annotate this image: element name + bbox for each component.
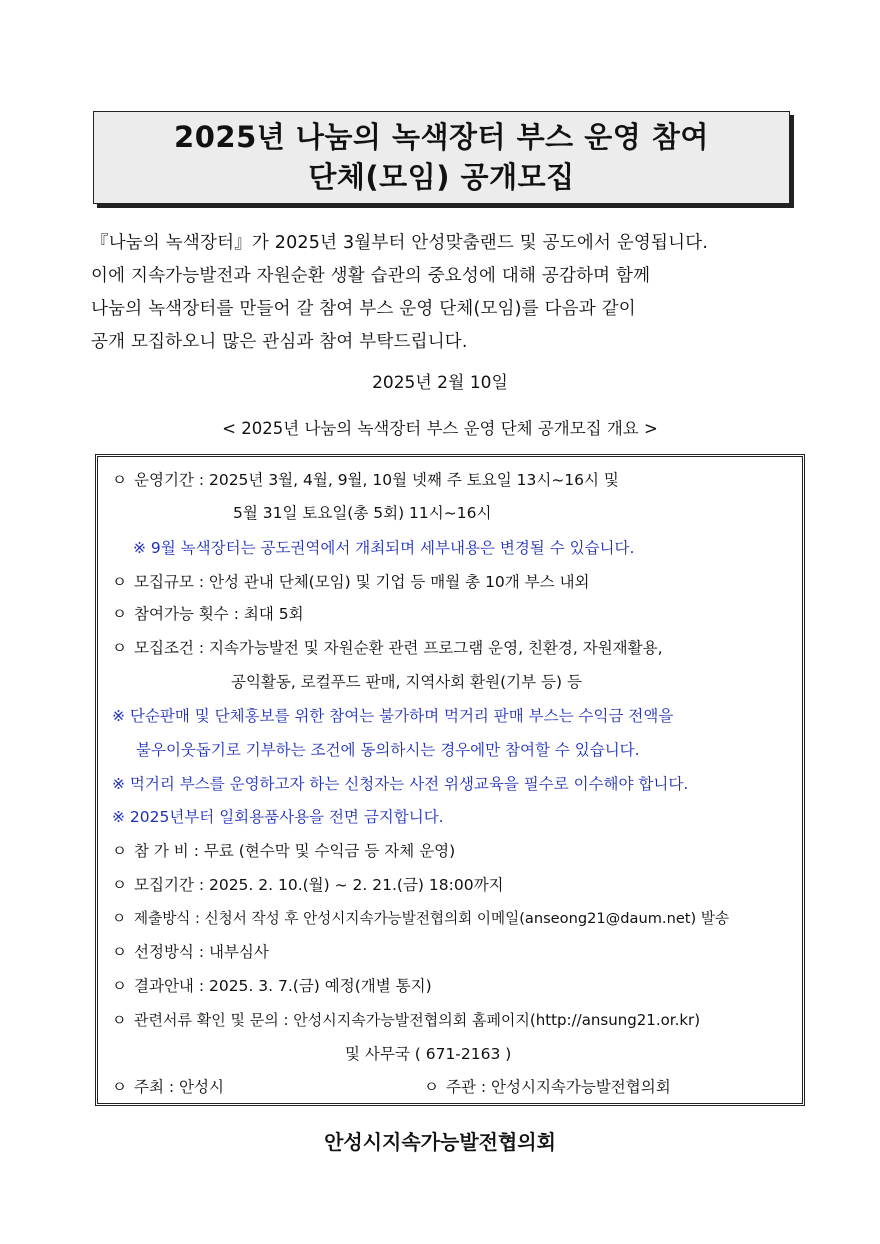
item-recruit-period: ㅇ 모집기간 : 2025. 2. 10.(월) ~ 2. 21.(금) 18:00까지 (112, 876, 504, 894)
note-disposable: ※ 2025년부터 일회용품사용을 전면 금지합니다. (112, 808, 444, 826)
announcement-date: 2025년 2월 10일 (372, 373, 508, 393)
bullet-circle-icon: ㅇ (424, 1078, 439, 1096)
note-sale-cont: 불우이웃돕기로 기부하는 조건에 동의하시는 경우에만 참여할 수 있습니다. (136, 741, 640, 759)
item-docs: ㅇ 관련서류 확인 및 문의 : 안성시지속가능발전협의회 홈페이지(http://ansung21.or.kr) (112, 1011, 701, 1029)
item-host: ㅇ 주최 : 안성시 (112, 1078, 224, 1096)
item-period: ㅇ 운영기간 : 2025년 3월, 4월, 9월, 10월 넷째 주 토요일 13시~16시 및 (112, 471, 619, 489)
bullet-circle-icon: ㅇ (112, 876, 127, 894)
bullet-circle-icon: ㅇ (112, 1011, 127, 1029)
item-scale: ㅇ 모집규모 : 안성 관내 단체(모임) 및 기업 등 매월 총 10개 부스 내외 (112, 573, 590, 591)
item-docs-cont: 및 사무국 ( 671-2163 ) (345, 1045, 512, 1063)
bullet-circle-icon: ㅇ (112, 1078, 127, 1096)
bullet-circle-icon: ㅇ (112, 943, 127, 961)
item-conditions: ㅇ 모집조건 : 지속가능발전 및 자원순환 관련 프로그램 운영, 친환경, 자원재활용, (112, 639, 663, 657)
item-count: ㅇ 참여가능 횟수 : 최대 5회 (112, 605, 304, 623)
title-line-1: 2025년 나눔의 녹색장터 부스 운영 참여 (174, 120, 709, 154)
item-fee: ㅇ 참 가 비 : 무료 (현수막 및 수익금 등 자체 운영) (112, 842, 456, 860)
bullet-circle-icon: ㅇ (112, 605, 127, 623)
bullet-circle-icon: ㅇ (112, 977, 127, 995)
item-submit: ㅇ 제출방식 : 신청서 작성 후 안성시지속가능발전협의회 이메일(anseong21@daum.net) 발송 (112, 908, 729, 930)
bullet-circle-icon: ㅇ (112, 471, 127, 489)
intro-line: 나눔의 녹색장터를 만들어 갈 참여 부스 운영 단체(모임)를 다음과 같이 (91, 299, 636, 319)
item-period-cont: 5월 31일 토요일(총 5회) 11시~16시 (233, 504, 492, 522)
intro-line: 공개 모집하오니 많은 관심과 참여 부탁드립니다. (91, 332, 468, 352)
intro-paragraph (91, 227, 791, 359)
note-september: ※ 9월 녹색장터는 공도권역에서 개최되며 세부내용은 변경될 수 있습니다. (133, 539, 635, 557)
item-organizer: ㅇ 주관 : 안성시지속가능발전협의회 (424, 1078, 671, 1096)
intro-line: 이에 지속가능발전과 자원순환 생활 습관의 중요성에 대해 공감하며 함께 (91, 266, 651, 286)
title-box (93, 111, 790, 204)
bullet-circle-icon: ㅇ (112, 910, 127, 927)
title-line-2: 단체(모임) 공개모집 (308, 160, 575, 194)
item-conditions-cont: 공익활동, 로컬푸드 판매, 지역사회 환원(기부 등) 등 (231, 673, 582, 691)
intro-line: 『나눔의 녹색장터』가 2025년 3월부터 안성맞춤랜드 및 공도에서 운영됩니다. (91, 233, 709, 253)
bullet-circle-icon: ㅇ (112, 573, 127, 591)
bullet-circle-icon: ㅇ (112, 639, 127, 657)
footer-organization: 안성시지속가능발전협의회 (324, 1130, 556, 1154)
summary-title: < 2025년 나눔의 녹색장터 부스 운영 단체 공개모집 개요 > (222, 419, 658, 438)
item-selection: ㅇ 선정방식 : 내부심사 (112, 943, 269, 961)
bullet-circle-icon: ㅇ (112, 842, 127, 860)
note-sale: ※ 단순판매 및 단체홍보를 위한 참여는 불가하며 먹거리 판매 부스는 수익금 전액을 (112, 707, 674, 725)
note-food: ※ 먹거리 부스를 운영하고자 하는 신청자는 사전 위생교육을 필수로 이수해야 합니다. (112, 775, 689, 793)
item-result: ㅇ 결과안내 : 2025. 3. 7.(금) 예정(개별 통지) (112, 977, 432, 995)
